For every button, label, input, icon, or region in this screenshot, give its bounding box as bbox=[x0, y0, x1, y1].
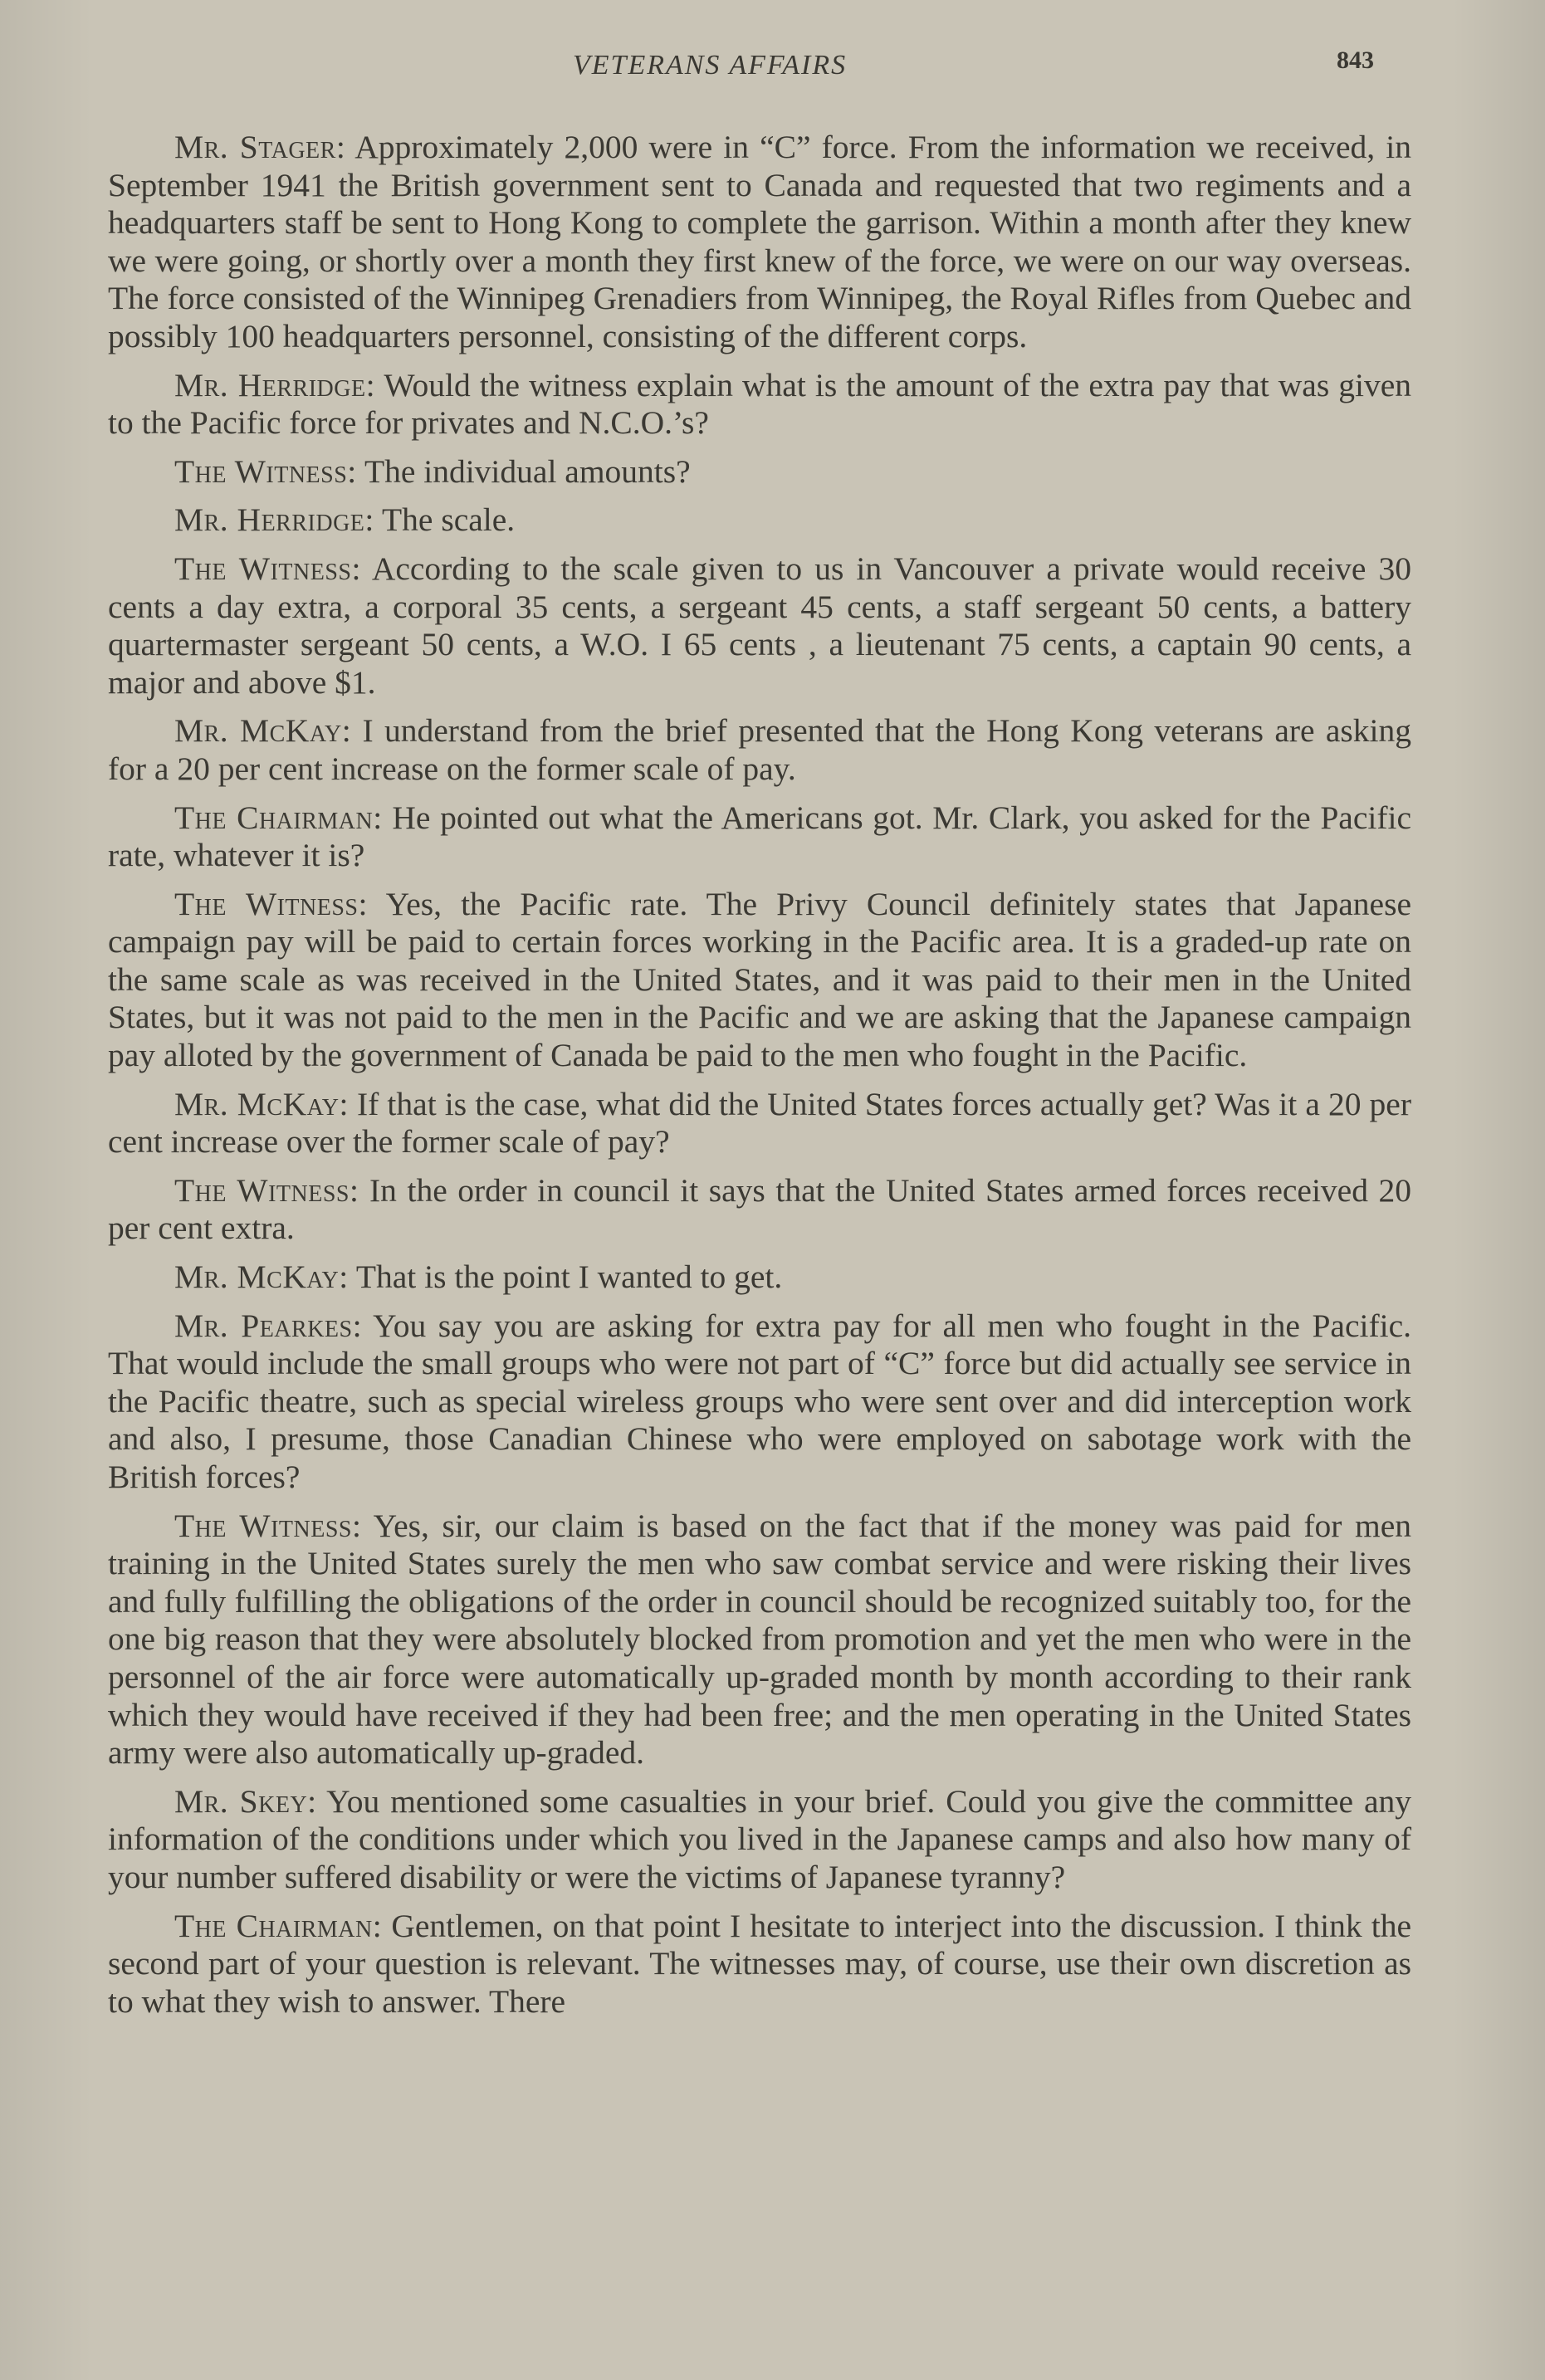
paragraph-text: The scale. bbox=[382, 501, 516, 539]
paragraph bbox=[108, 1172, 1411, 1248]
speaker-name: Mr. McKay: bbox=[174, 1258, 349, 1296]
paragraph-text: He pointed out what the Americans got. Mr. Clark, you asked for the Pacific rate, whatever it is? bbox=[108, 799, 1411, 874]
paragraph-text: In the order in council it says that the United States armed forces received 20 per cent extra. bbox=[108, 1171, 1412, 1247]
transcript-body bbox=[108, 129, 1411, 2031]
paragraph bbox=[108, 799, 1411, 875]
paragraph-text: The individual amounts? bbox=[364, 452, 691, 490]
paragraph bbox=[108, 712, 1411, 788]
paragraph bbox=[108, 1508, 1411, 1772]
page-number: 843 bbox=[1337, 46, 1374, 74]
paragraph bbox=[108, 1258, 1411, 1297]
speaker-name: Mr. McKay: bbox=[174, 712, 352, 750]
paragraph bbox=[108, 1908, 1411, 2021]
speaker-name: Mr. McKay: bbox=[174, 1085, 349, 1122]
paragraph bbox=[108, 453, 1411, 491]
speaker-name: Mr. Pearkes: bbox=[174, 1307, 363, 1344]
speaker-name: The Witness: bbox=[174, 885, 368, 922]
speaker-name: Mr. Skey: bbox=[174, 1782, 317, 1820]
paragraph-text: You say you are asking for extra pay for all men who fought in the Pacific. That would include the small groups who were not part of “C” force but did actually see service in the Pacific theatre, such as special wireless groups who were sent over and did interception work and also, I presume, those Canadian Chinese who were employed on sabotage work with the British forces? bbox=[108, 1307, 1411, 1495]
speaker-name: The Witness: bbox=[174, 452, 357, 490]
speaker-name: The Witness: bbox=[174, 1507, 362, 1544]
page-header bbox=[0, 46, 1545, 100]
paragraph bbox=[108, 501, 1411, 540]
paragraph bbox=[108, 1783, 1411, 1897]
paragraph bbox=[108, 1086, 1411, 1161]
paragraph bbox=[108, 129, 1411, 356]
running-title: VETERANS AFFAIRS bbox=[573, 50, 848, 81]
paragraph bbox=[108, 886, 1411, 1075]
speaker-name: Mr. Herridge: bbox=[174, 366, 376, 403]
paragraph-text: You mentioned some casualties in your brief. Could you give the committee any information of the conditions under which you lived in the Japanese camps and also how many of your number suffered disability or were the victims of Japanese tyranny? bbox=[108, 1782, 1411, 1895]
paragraph-text: According to the scale given to us in Vancouver a private would receive 30 cents a day extra, a corporal 35 cents, a sergeant 45 cents, a staff sergeant 50 cents, a battery quartermaster sergeant 50 cents, a W.O. I 65 cents , a lieutenant 75 cents, a captain 90 cents, a major and above $1. bbox=[108, 550, 1411, 701]
speaker-name: The Witness: bbox=[174, 1171, 359, 1209]
paragraph-text: Gentlemen, on that point I hesitate to interject into the discussion. I think the second part of your question is relevant. The witnesses may, of course, use their own discretion as to what they wish to answer. There bbox=[108, 1907, 1412, 2020]
paragraph-text: Yes, the Pacific rate. The Privy Council definitely states that Japanese campaign pay will be paid to certain forces working in the Pacific area. It is a graded-up rate on the same scale as was received in the United States, and it was paid to their men in the United States, but it was not paid to the men in the Pacific and we are asking that the Japanese campaign pay alloted by the government of Canada be paid to the men who fought in the Pacific. bbox=[108, 885, 1411, 1074]
speaker-name: The Witness: bbox=[174, 550, 361, 587]
paragraph-text: If that is the case, what did the United States forces actually get? Was it a 20 per cent increase over the former scale of pay? bbox=[108, 1085, 1411, 1161]
speaker-name: Mr. Stager: bbox=[174, 129, 346, 165]
speaker-name: The Chairman: bbox=[174, 799, 383, 836]
paragraph-text: Would the witness explain what is the amount of the extra pay that was given to the Pacific force for privates and N.C.O.’s? bbox=[108, 366, 1412, 442]
paragraph-text: I understand from the brief presented that the Hong Kong veterans are asking for a 20 per cent increase on the former scale of pay. bbox=[108, 712, 1411, 787]
paragraph bbox=[108, 1307, 1411, 1497]
speaker-name: The Chairman: bbox=[174, 1907, 383, 1944]
paragraph-text: That is the point I wanted to get. bbox=[355, 1258, 783, 1296]
paragraph bbox=[108, 367, 1411, 442]
paragraph bbox=[108, 550, 1411, 701]
paragraph-text: Approximately 2,000 were in “C” force. From the information we received, in September 1941 the British government sent to Canada and requested that two regiments and a headquarters staff be sent to Hong Kong to complete the garrison. Within a month after they knew we were going, or shortly over a month they first knew of the force, we were on our way overseas. The force consisted of the Winnipeg Grenadiers from Winnipeg, the Royal Rifles from Quebec and possibly 100 headquarters personnel, consisting of the different corps. bbox=[108, 129, 1411, 354]
speaker-name: Mr. Herridge: bbox=[174, 501, 374, 539]
paragraph-text: Yes, sir, our claim is based on the fact that if the money was paid for men training in the United States surely the men who saw combat service and were risking their lives and fully fulfilling the obligations of the order in council should be recognized suitably too, for the one big reason that they were absolutely blocked from promotion and yet the men who were in the personnel of the air force were automatically up-graded month by month according to their rank which they would have received if they had been free; and the men operating in the United States army were also automatically up-graded. bbox=[108, 1507, 1411, 1772]
